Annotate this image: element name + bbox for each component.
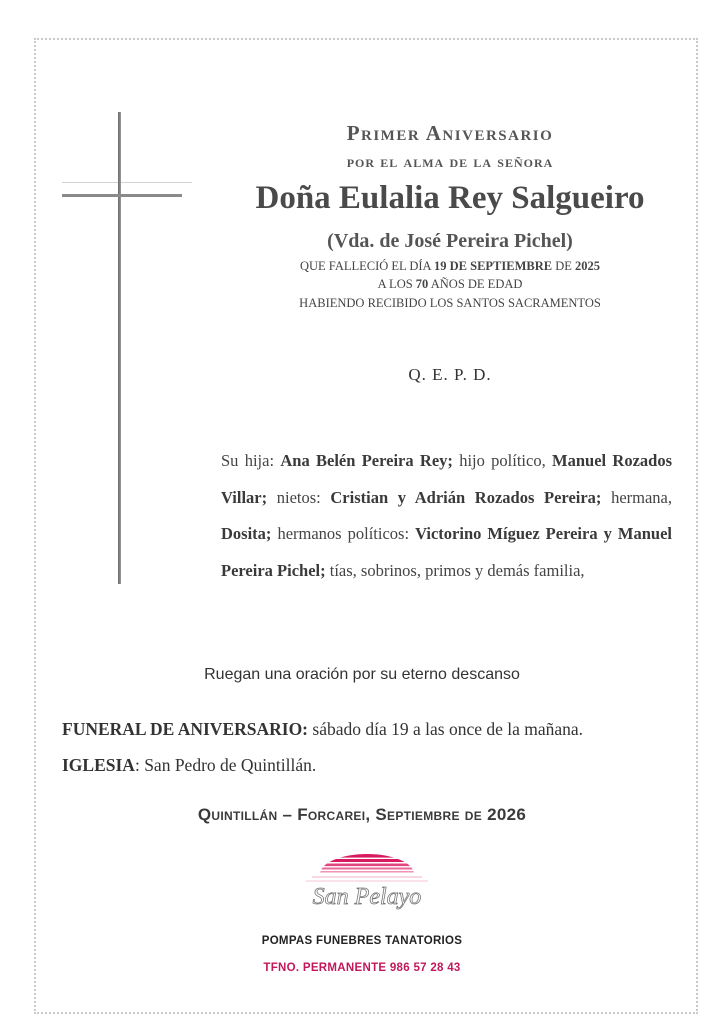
deceased-name: Doña Eulalia Rey Salgueiro: [255, 180, 645, 216]
death-date: QUE FALLECIÓ EL DÍA 19 DE SEPTIEMBRE DE 2025: [299, 259, 601, 273]
cross-vertical-bar: [118, 112, 121, 584]
sacraments-line: HABIENDO RECIBIDO LOS SANTOS SACRAMENTOS: [299, 296, 601, 310]
svg-text:San Pelayo: San Pelayo: [312, 884, 422, 910]
place-date: Quintillán – Forcarei, Septiembre de 2026: [197, 805, 527, 824]
company-tagline: POMPAS FUNEBRES TANATORIOS: [261, 935, 463, 947]
funeral-info: FUNERAL DE ANIVERSARIO: sábado día 19 a las once de la mañana.: [62, 719, 584, 739]
san-pelayo-logo: [292, 854, 442, 916]
family-paragraph: Su hija: Ana Belén Pereira Rey; hijo político, Manuel Rozados Villar; nietos: Cristian y Adrián Rozados Pereira; hermana, Dosita; hermanos políticos: Victorino Míguez Pereira y Manuel Pereira Pichel; tías, sobrinos, primos y demás familia,: [221, 451, 672, 580]
widow-of: (Vda. de José Pereira Pichel): [327, 230, 573, 252]
qepd: Q. E. P. D.: [408, 365, 492, 384]
anniversary-title: Primer Aniversario: [346, 121, 554, 145]
company-phone: TFNO. PERMANENTE 986 57 28 43: [263, 962, 461, 974]
prayer-request: Ruegan una oración por su eterno descanso: [204, 666, 520, 683]
for-soul-subtitle: por el alma de la señora: [346, 152, 554, 171]
cross-horizontal-bar: [62, 194, 182, 197]
age-line: A LOS 70 AÑOS DE EDAD: [377, 277, 523, 291]
church-info: IGLESIA: San Pedro de Quintillán.: [62, 755, 317, 775]
cross-shadow-bar: [62, 182, 192, 183]
